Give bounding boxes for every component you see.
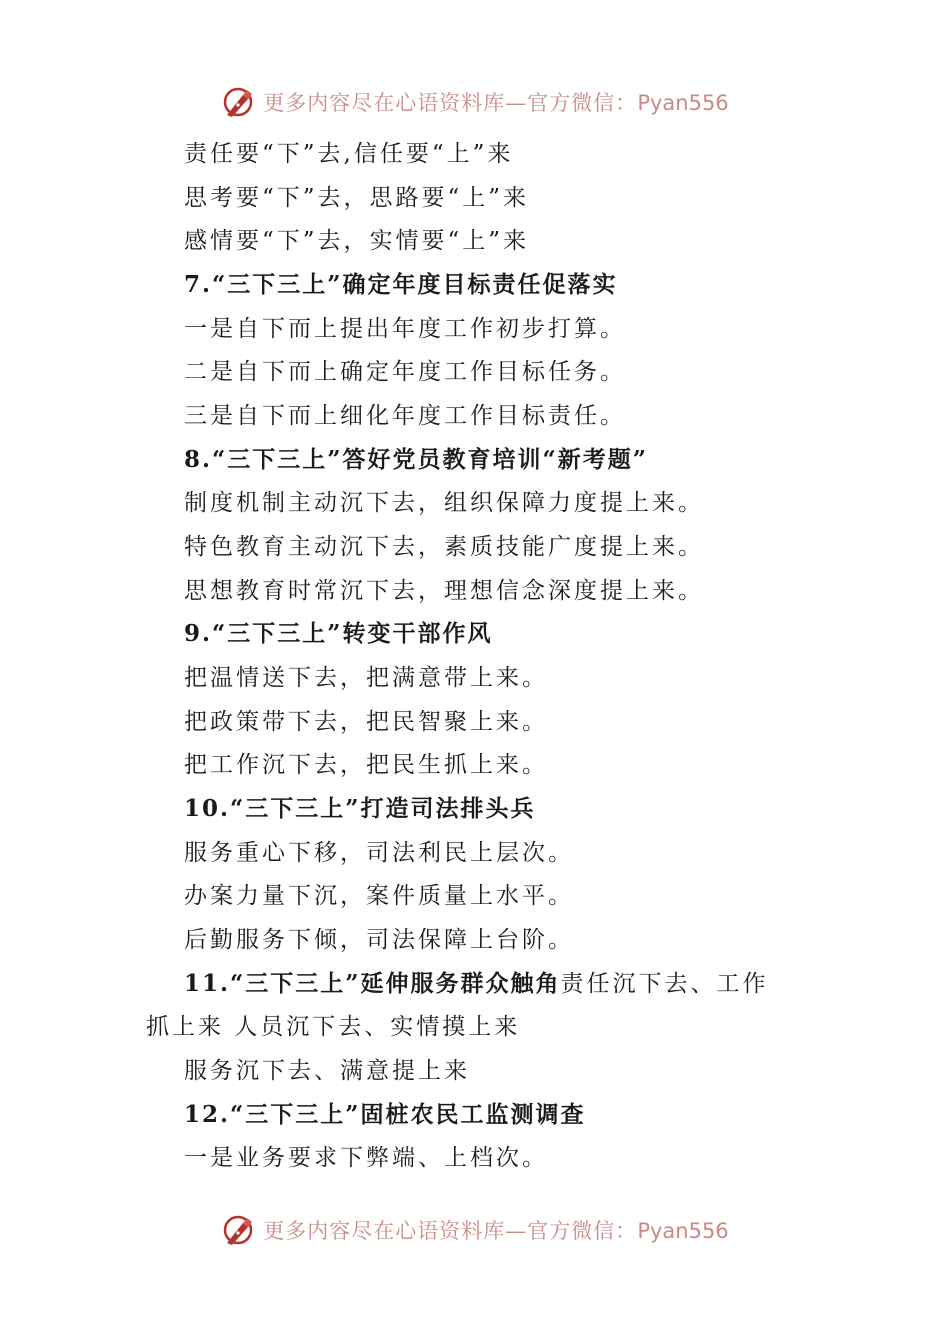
section-heading: 11.“三下三上”延伸服务群众触角 <box>184 970 561 997</box>
text-line: 把工作沉下去，把民生抓上来。 <box>184 752 548 778</box>
section-heading: 12.“三下三上”固桩农民工监测调查 <box>184 1101 586 1128</box>
wechat-id: Pyan556 <box>637 91 729 115</box>
section-heading: 9.“三下三上”转变干部作风 <box>184 620 493 647</box>
text-line: 思想教育时常沉下去，理想信念深度提上来。 <box>184 578 704 604</box>
text-line: 办案力量下沉，案件质量上水平。 <box>184 883 574 909</box>
text-line: 服务沉下去、满意提上来 <box>184 1058 470 1084</box>
text-line: 思考要“下”去，思路要“上”来 <box>184 185 530 211</box>
section-heading: 8.“三下三上”答好党员教育培训“新考题” <box>184 446 648 473</box>
text-line: 制度机制主动沉下去，组织保障力度提上来。 <box>184 490 704 516</box>
pen-nib-logo-icon <box>221 1213 257 1247</box>
banner-text: 更多内容尽在心语资料库—官方微信：Pyan556 <box>263 1219 729 1243</box>
text-line: 一是自下而上提出年度工作初步打算。 <box>184 316 626 342</box>
header-watermark-banner <box>0 82 950 122</box>
text-run: 责任沉下去、工作 <box>560 971 769 997</box>
text-line: 服务重心下移，司法利民上层次。 <box>184 840 574 866</box>
text-line: 二是自下而上确定年度工作目标任务。 <box>184 359 626 385</box>
text-line: 三是自下而上细化年度工作目标责任。 <box>184 403 626 429</box>
text-line: 特色教育主动沉下去，素质技能广度提上来。 <box>184 534 704 560</box>
text-line: 后勤服务下倾，司法保障上台阶。 <box>184 927 574 953</box>
text-line: 一是业务要求下弊端、上档次。 <box>184 1145 548 1171</box>
wechat-id: Pyan556 <box>637 1219 729 1243</box>
section-heading: 7.“三下三上”确定年度目标责任促落实 <box>184 271 618 298</box>
section-heading-with-text <box>184 968 768 1000</box>
section-heading: 10.“三下三上”打造司法排头兵 <box>184 795 536 822</box>
text-line: 把政策带下去，把民智聚上来。 <box>184 709 548 735</box>
footer-watermark-banner <box>0 1210 950 1250</box>
text-line: 把温情送下去，把满意带上来。 <box>184 665 548 691</box>
banner-text: 更多内容尽在心语资料库—官方微信：Pyan556 <box>263 91 729 115</box>
text-line: 抓上来 人员沉下去、实情摸上来 <box>146 1014 521 1040</box>
pen-nib-logo-icon <box>221 85 257 119</box>
text-line: 责任要“下”去,信任要“上”来 <box>184 141 514 167</box>
text-line: 感情要“下”去，实情要“上”来 <box>184 228 530 254</box>
